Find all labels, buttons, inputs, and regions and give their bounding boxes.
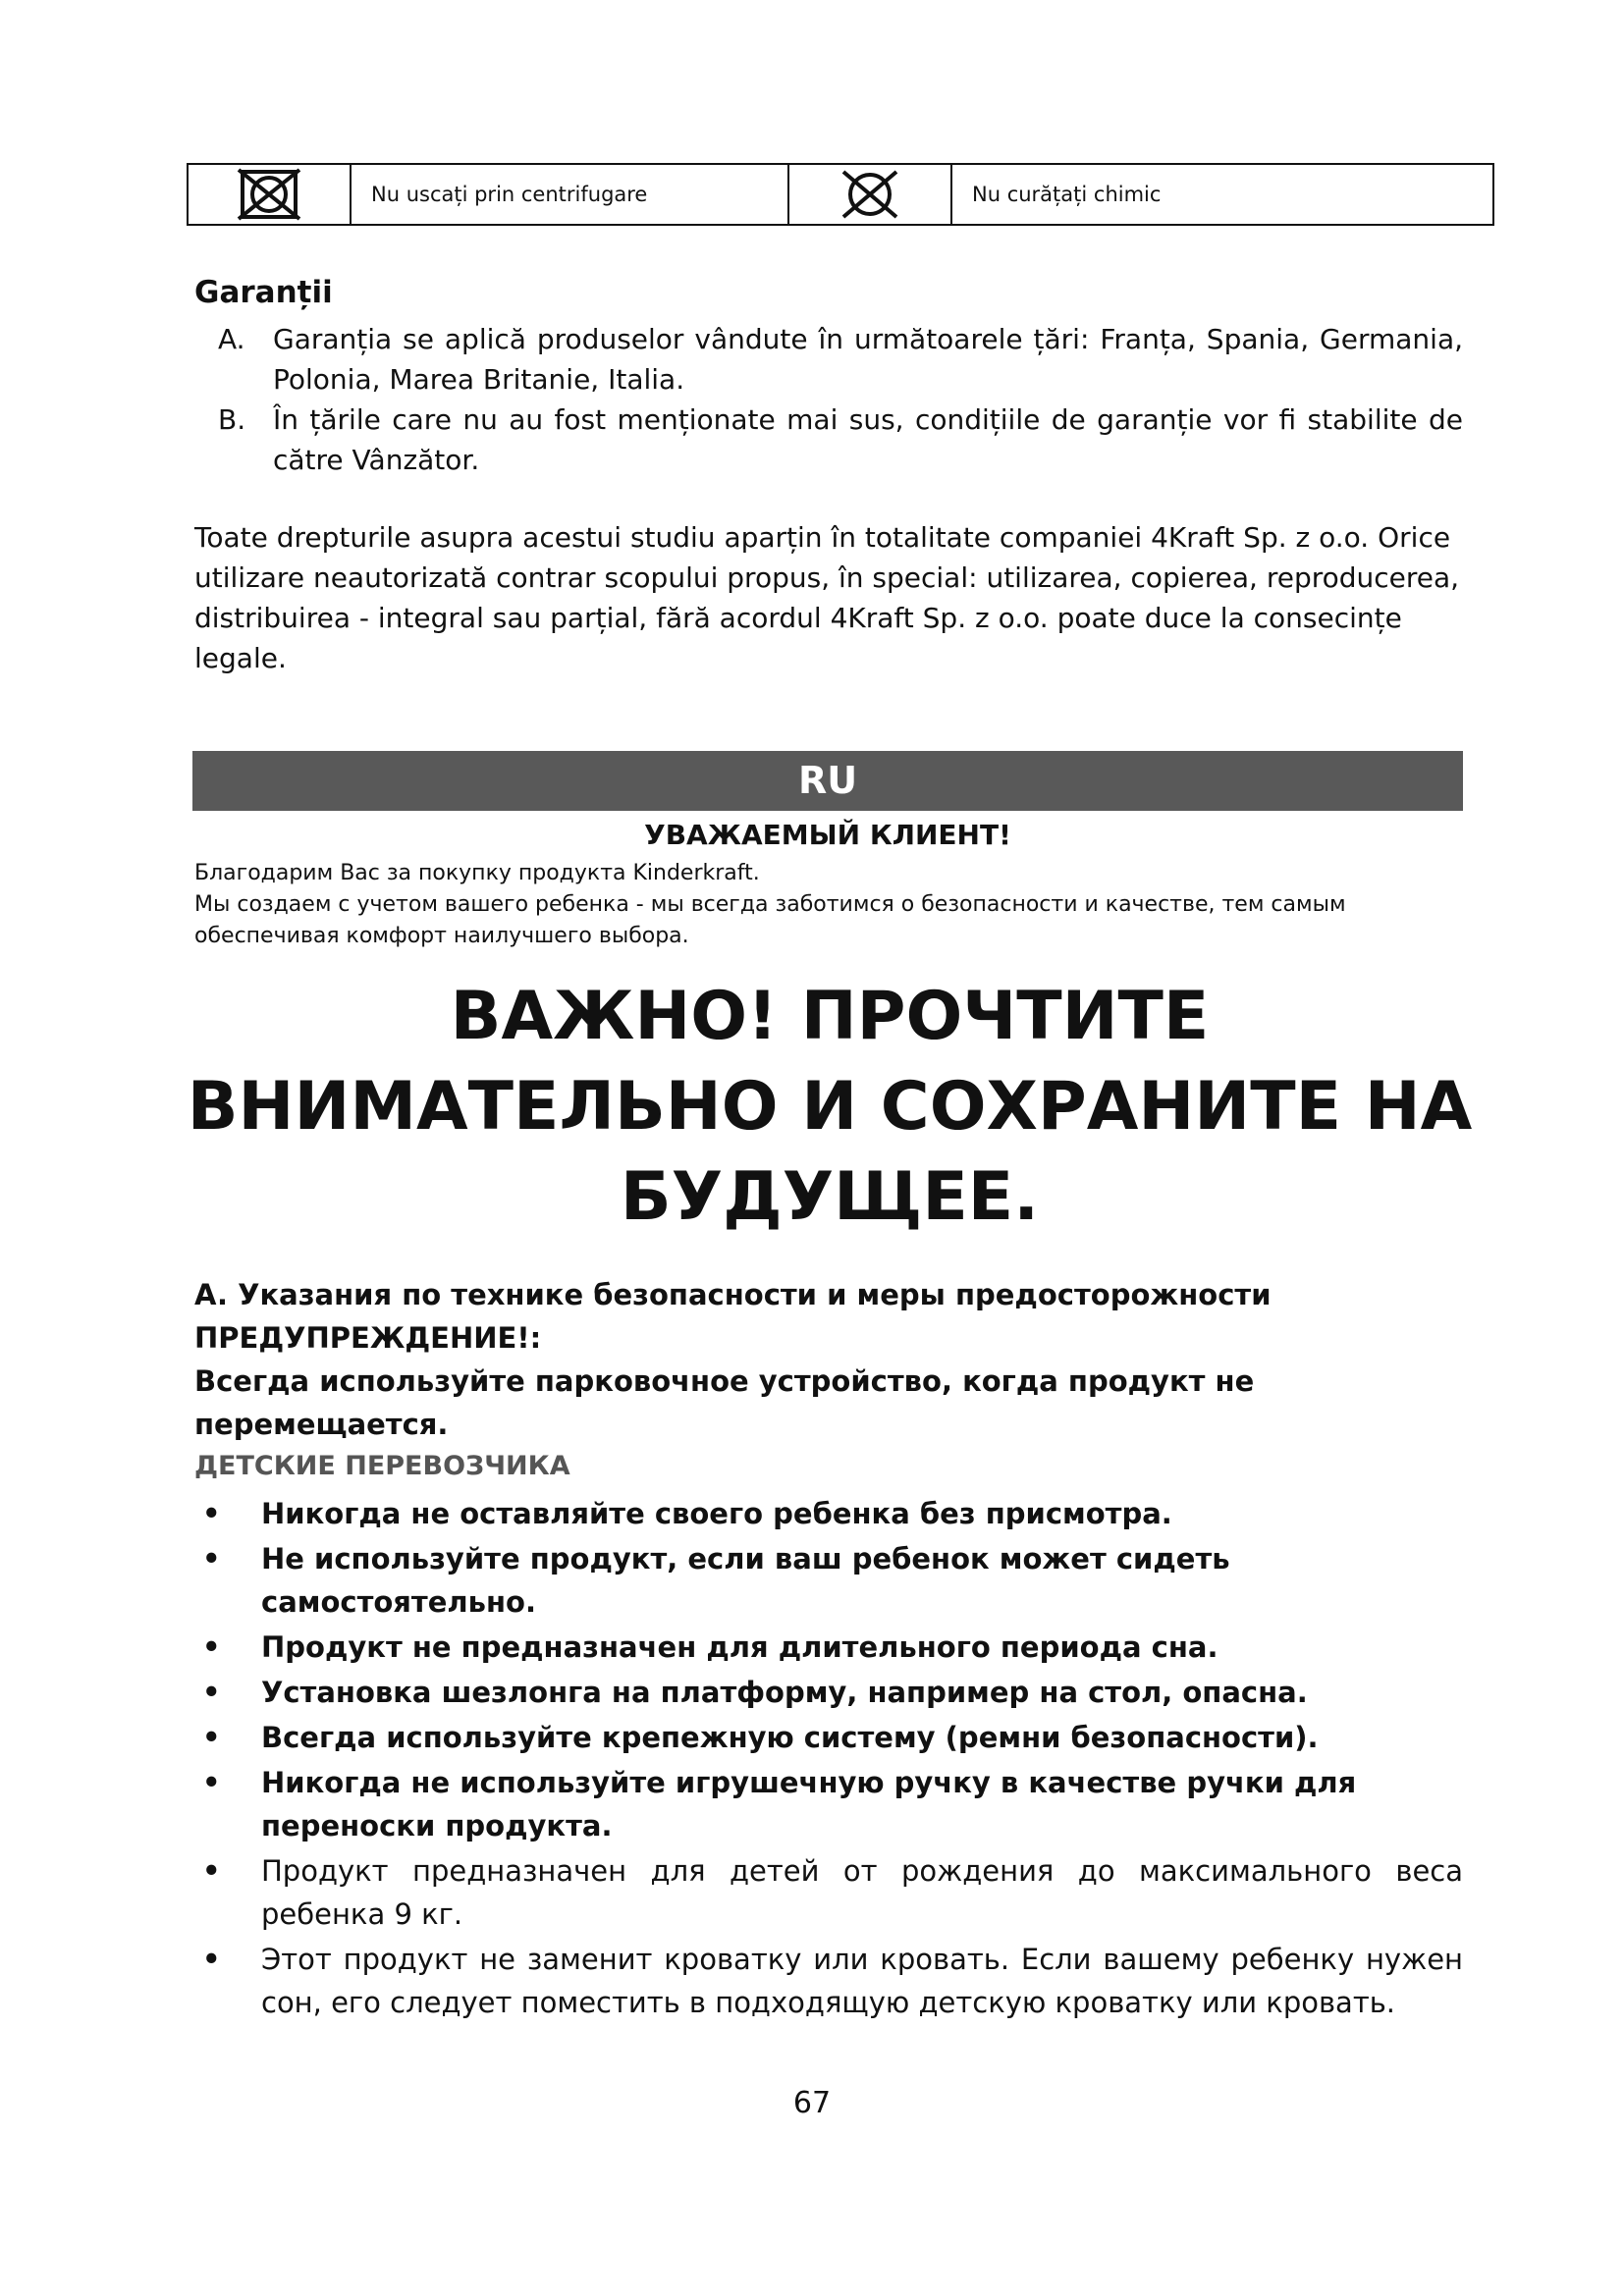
carriers-heading: ДЕТСКИЕ ПЕРЕВОЗЧИКА	[194, 1451, 570, 1481]
safety-section-title: A. Указания по технике безопасности и меры предосторожности	[194, 1278, 1272, 1311]
safety-rules-list	[194, 1492, 1463, 2026]
language-section-bar: RU	[192, 751, 1463, 811]
thanks-line: Мы создаем с учетом вашего ребенка - мы всегда заботимся о безопасности и качестве, тем самым обеспечивая комфорт наилучшего выбора.	[194, 892, 1346, 948]
bullet: •	[202, 1721, 221, 1754]
warranty-item-text: În țările care nu au fost menționate mai sus, condițiile de garanție vor fi stabilite de către Vânzător.	[273, 403, 1463, 476]
rule-text: Всегда используйте крепежную систему (ремни безопасности).	[261, 1721, 1319, 1754]
page-number: 67	[792, 2086, 832, 2120]
list-item	[194, 1849, 1463, 1936]
bullet: •	[202, 1497, 221, 1530]
thanks-line: Благодарим Вас за покупку продукта Kinderkraft.	[194, 861, 760, 885]
rule-text: Не используйте продукт, если ваш ребенок может сидеть самостоятельно.	[261, 1542, 1230, 1619]
list-item	[194, 1938, 1463, 2024]
thanks-text	[194, 858, 1463, 952]
warning-label: ПРЕДУПРЕЖДЕНИЕ!:	[194, 1321, 542, 1355]
copyright-notice: Toate drepturile asupra acestui studiu aparțin în totalitate companiei 4Kraft Sp. z o.o. Orice utilizare neautorizată contrar scopului propus, în special: utilizarea, copierea, reproducerea, distribuirea - integral sau parțial, fără acordul 4Kraft Sp. z o.o. poate duce la consecințe legale.	[194, 521, 1460, 674]
warranty-item-letter: B.	[218, 403, 246, 436]
rule-text: Продукт предназначен для детей от рождения до максимального веса ребенка 9 кг.	[261, 1854, 1463, 1931]
important-title: ВАЖНО! ПРОЧТИТЕ ВНИМАТЕЛЬНО И СОХРАНИТЕ НА БУДУЩЕЕ.	[187, 978, 1473, 1236]
bullet: •	[202, 1630, 221, 1664]
bullet: •	[202, 1854, 221, 1888]
warranty-item	[194, 319, 1463, 400]
rule-text: Никогда не используйте игрушечную ручку в качестве ручки для переноски продукта.	[261, 1766, 1357, 1842]
list-item	[194, 1626, 1463, 1669]
client-greeting: УВАЖАЕМЫЙ КЛИЕНТ!	[644, 819, 1011, 851]
bullet: •	[202, 1676, 221, 1709]
warranty-title: Garanții	[194, 275, 333, 310]
rule-text: Установка шезлонга на платформу, например на стол, опасна.	[261, 1676, 1308, 1709]
care-label-dry-clean: Nu curățați chimic	[951, 164, 1493, 225]
bullet: •	[202, 1943, 221, 1976]
list-item	[194, 1492, 1463, 1535]
warranty-item-letter: A.	[218, 323, 245, 355]
rule-text: Продукт не предназначен для длительного периода сна.	[261, 1630, 1218, 1664]
care-symbols-table	[187, 163, 1494, 226]
warranty-item	[194, 400, 1463, 480]
do-not-tumble-dry-icon	[189, 168, 350, 221]
rule-text: Никогда не оставляйте своего ребенка без присмотра.	[261, 1497, 1172, 1530]
bullet: •	[202, 1766, 221, 1799]
warranty-list	[194, 319, 1463, 480]
care-label-tumble: Nu uscați prin centrifugare	[351, 164, 788, 225]
safety-section	[194, 1273, 1463, 1446]
rule-text: Этот продукт не заменит кроватку или кровать. Если вашему ребенку нужен сон, его следует поместить в подходящую детскую кроватку или кровать.	[261, 1943, 1463, 2019]
care-symbol-cell	[788, 164, 951, 225]
warranty-item-text: Garanția se aplică produselor vândute în următoarele țări: Franța, Spania, Germania, Polonia, Marea Britanie, Italia.	[273, 323, 1463, 396]
warning-text: Всегда используйте парковочное устройство, когда продукт не перемещается.	[194, 1364, 1255, 1441]
do-not-dry-clean-icon	[789, 168, 950, 221]
list-item	[194, 1671, 1463, 1714]
bullet: •	[202, 1542, 221, 1575]
list-item	[194, 1716, 1463, 1759]
care-symbol-cell	[188, 164, 351, 225]
list-item	[194, 1761, 1463, 1847]
list-item	[194, 1537, 1463, 1624]
